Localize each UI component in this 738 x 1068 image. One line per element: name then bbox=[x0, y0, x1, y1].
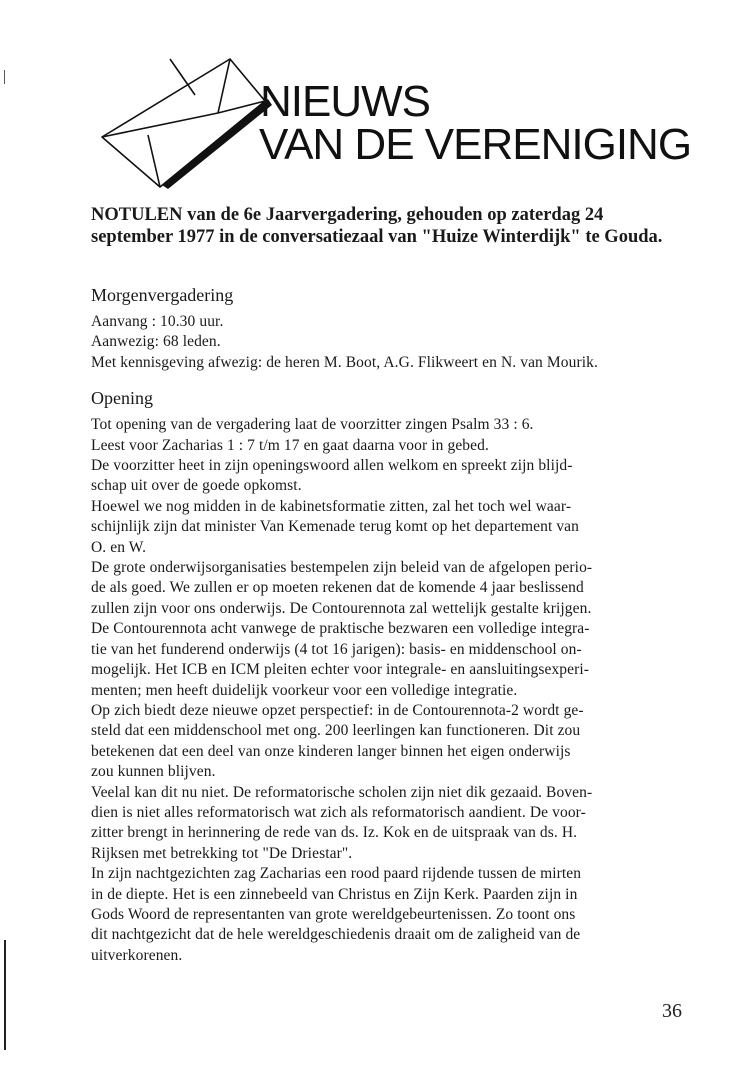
text-line: schijnlijk zijn dat minister Van Kemenade terug komt op het departement van bbox=[91, 518, 580, 536]
text-line: Veelal kan dit nu niet. De reformatorische scholen zijn niet dik gezaaid. Boven- bbox=[91, 783, 593, 801]
text-line: In zijn nachtgezichten zag Zacharias een rood paard rijdende tussen de mirten bbox=[91, 865, 582, 883]
scan-edge-bar bbox=[4, 940, 6, 1050]
text-line: tie van het funderend onderwijs (4 tot 16 jarigen): basis- en middenschool on- bbox=[91, 640, 582, 658]
text-line: zou kunnen blijven. bbox=[91, 763, 216, 781]
text-line: mogelijk. Het ICB en ICM pleiten echter voor integrale- en aansluitingsexperi- bbox=[91, 661, 590, 679]
text-line: Aanwezig: 68 leden. bbox=[91, 333, 221, 351]
text-line: dit nachtgezicht dat de hele wereldgeschiedenis draait om de zaligheid van de bbox=[91, 926, 581, 944]
opening-lines bbox=[91, 415, 691, 966]
scan-edge-mark bbox=[4, 70, 5, 84]
text-line: Aanvang : 10.30 uur. bbox=[91, 313, 224, 330]
morning-lines bbox=[91, 312, 691, 373]
text-line: Met kennisgeving afwezig: de heren M. Boot, A.G. Flikweert en N. van Mourik. bbox=[91, 353, 598, 371]
text-line: steld dat een middenschool met ong. 200 leerlingen kan functioneren. Dit zou bbox=[91, 722, 581, 740]
text-line: Rijksen met betrekking tot "De Driestar". bbox=[91, 844, 353, 862]
text-line: betekenen dat een deel van onze kinderen langer binnen het eigen onderwijs bbox=[91, 742, 571, 760]
text-line: in de diepte. Het is een zinnebeeld van Christus en Zijn Kerk. Paarden zijn in bbox=[91, 885, 578, 903]
text-line: Gods Woord de representanten van grote wereldgebeurtenissen. Zo toont ons bbox=[91, 905, 576, 923]
text-line: Op zich biedt deze nieuwe opzet perspectief: in de Contourennota-2 wordt ge- bbox=[91, 701, 584, 719]
masthead-title-line-2: VAN DE VERENIGING bbox=[259, 120, 692, 169]
text-line: zullen zijn voor ons onderwijs. De Contourennota zal wettelijk gestalte krijgen. bbox=[91, 599, 592, 617]
text-line: De Contourennota acht vanwege de praktische bezwaren een volledige integra- bbox=[91, 620, 590, 638]
masthead bbox=[100, 55, 700, 195]
text-line: zitter brengt in herinnering de rede van ds. Iz. Kok en de uitspraak van ds. H. bbox=[91, 824, 578, 842]
masthead-title-line-1: NIEUWS bbox=[260, 77, 430, 126]
minutes-body bbox=[91, 284, 691, 966]
page-number: 36 bbox=[662, 1000, 682, 1022]
text-line: Hoewel we nog midden in de kabinetsformatie zitten, zal het toch wel waar- bbox=[91, 497, 572, 515]
text-line: O. en W. bbox=[91, 538, 147, 556]
text-line: schap uit over de goede opkomst. bbox=[91, 477, 302, 495]
text-line: de als goed. We zullen er op moeten rekenen dat de komende 4 jaar beslissend bbox=[91, 579, 584, 597]
text-line: Tot opening van de vergadering laat de voorzitter zingen Psalm 33 : 6. bbox=[91, 416, 534, 434]
text-line: uitverkorenen. bbox=[91, 946, 183, 964]
text-line: De voorzitter heet in zijn openingswoord allen welkom en spreekt zijn blijd- bbox=[91, 457, 573, 475]
section-heading-opening: Opening bbox=[91, 388, 153, 409]
section-heading-morning: Morgenvergadering bbox=[91, 285, 234, 305]
text-line: dien is niet alles reformatorisch wat zich als reformatorisch aandient. De voor- bbox=[91, 803, 586, 821]
text-line: menten; men heeft duidelijk voorkeur voor een volledige integratie. bbox=[91, 681, 518, 699]
text-line: Leest voor Zacharias 1 : 7 t/m 17 en gaat daarna voor in gebed. bbox=[91, 436, 489, 454]
intro-paragraph: NOTULEN van de 6e Jaarvergadering, gehouden op zaterdag 24 september 1977 in de conversatiezaal van "Huize Winterdijk" te Gouda. bbox=[91, 205, 663, 247]
text-line: De grote onderwijsorganisaties bestempelen zijn beleid van de afgelopen perio- bbox=[91, 559, 593, 577]
